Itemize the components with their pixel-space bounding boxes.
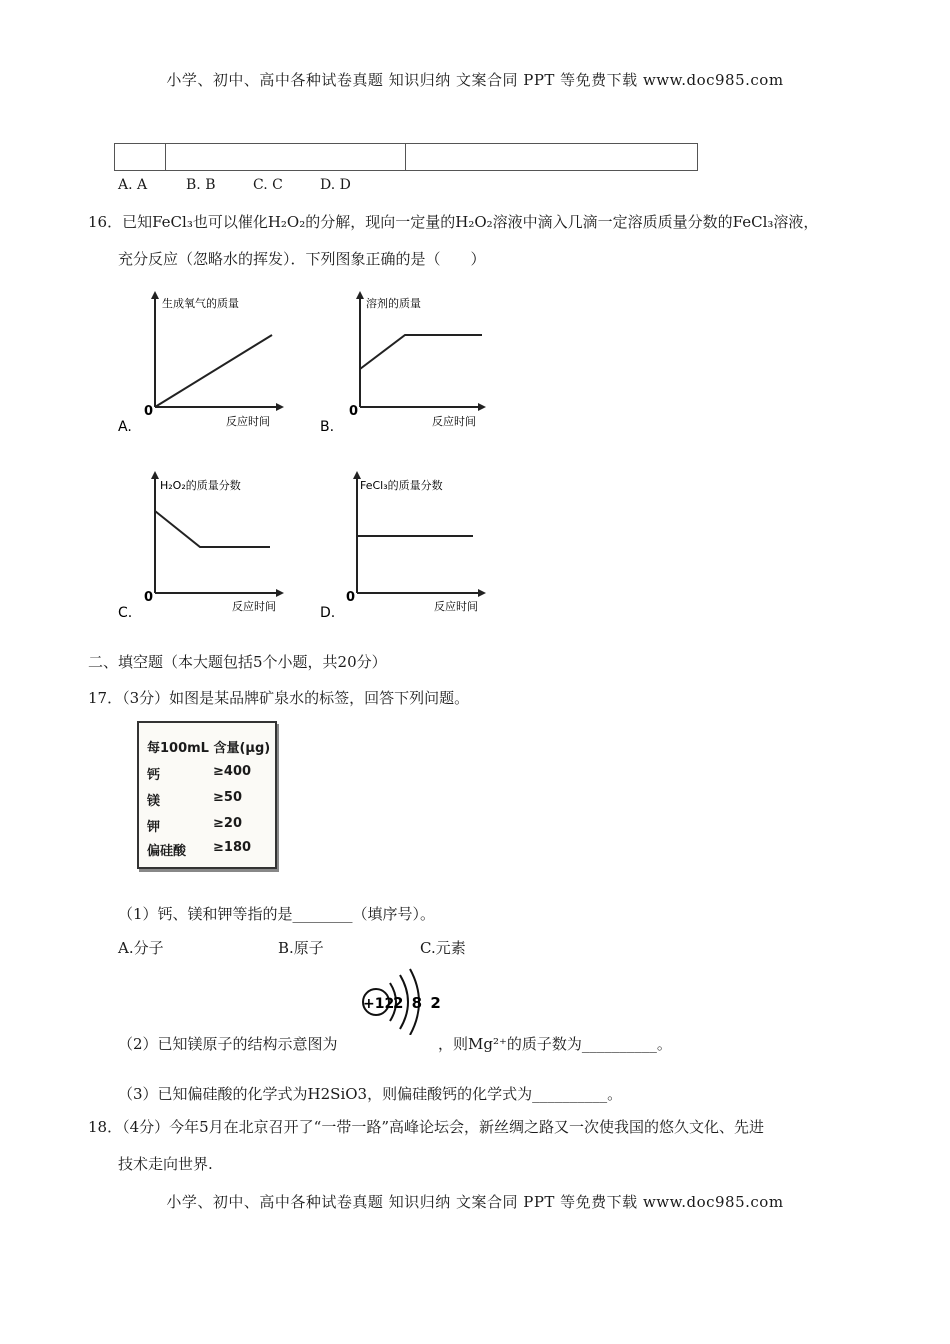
graph-d-plot [320,465,490,620]
q15-option-a: A. A [118,177,148,193]
graph-b-curve [360,335,482,369]
q17-sub1-option-b: B.原子 [278,939,324,957]
q16-stem-line2: 充分反应（忽略水的挥发）．下列图象正确的是（ ） [118,250,486,268]
graph-c-xlabel: 反应时间 [232,600,276,613]
label-row: 偏硅酸 ≥180 [147,840,252,859]
q17-sub1: （1）钙、镁和钾等指的是________（填序号）。 [118,905,436,923]
graph-b [320,285,490,435]
section-2-heading: 二、填空题（本大题包括5个小题，共20分） [88,653,387,671]
graph-a [118,285,288,435]
q17-sub2-start: （2）已知镁原子的结构示意图为 [118,1035,338,1053]
q18-stem-line1: 18．（4分）今年5月在北京召开了“一带一路”高峰论坛会，新丝绸之路又一次使我国的悠久文化、先进 [88,1118,765,1136]
q17-sub1-option-c: C.元素 [420,939,466,957]
graph-b-origin: 0 [349,404,359,419]
q17-stem: 17．（3分）如图是某品牌矿泉水的标签，回答下列问题。 [88,689,470,707]
mineral-water-label [137,721,277,869]
atom-electron-shells: 2 8 2 [393,994,440,1012]
page-header: 小学、初中、高中各种试卷真题 知识归纳 文案合同 PPT 等免费下载 www.doc985.com [166,71,784,89]
graph-d-xlabel: 反应时间 [434,600,478,613]
atom-structure-svg [360,965,440,1035]
q17-sub1-option-a: A.分子 [118,939,164,957]
graph-c-ylabel: H₂O₂的质量分数 [160,479,241,492]
graph-c-letter: C. [118,605,133,621]
atom-nucleus-charge: +12 [363,996,395,1012]
graph-b-letter: B. [320,419,335,435]
graph-a-curve [155,335,272,407]
graph-b-plot [320,285,490,435]
graph-d-letter: D. [320,605,336,621]
q17-sub2-end: ，则Mg²⁺的质子数为__________。 [438,1035,672,1053]
label-row: 钙 ≥400 [147,764,252,783]
label-row: 镁 ≥50 [147,790,242,809]
q18-stem-line2: 技术走向世界. [118,1155,213,1173]
label-row: 钾 ≥20 [147,816,242,835]
graph-d [320,465,490,620]
graph-b-ylabel: 溶剂的质量 [366,297,421,310]
q16-stem-line1: 16．已知FeCl₃也可以催化H₂O₂的分解，现向一定量的H₂O₂溶液中滴入几滴一定溶质质量分数的FeCl₃溶液， [88,213,819,231]
q15-option-b: B. B [186,177,216,193]
page-footer: 小学、初中、高中各种试卷真题 知识归纳 文案合同 PPT 等免费下载 www.doc985.com [166,1193,784,1211]
graph-b-xlabel: 反应时间 [432,415,476,428]
q17-sub3: （3）已知偏硅酸的化学式为H2SiO3，则偏硅酸钙的化学式为__________。 [118,1085,623,1103]
graph-a-origin: 0 [144,404,154,419]
graph-a-xlabel: 反应时间 [226,415,270,428]
q15-option-c: C. C [253,177,283,193]
q15-option-d: D. D [320,177,351,193]
label-header: 每100mL 含量(μg) [147,741,271,756]
magnesium-atom-diagram [360,965,440,1035]
graph-a-letter: A. [118,419,132,435]
graph-a-plot [118,285,288,435]
graph-c-curve [155,511,270,547]
graph-a-ylabel: 生成氧气的质量 [162,297,239,310]
graph-d-ylabel: FeCl₃的质量分数 [360,479,443,492]
graph-d-origin: 0 [346,590,356,605]
graph-c-origin: 0 [144,590,154,605]
answer-table-fragment [114,143,698,171]
graph-c [118,465,288,620]
graph-c-plot [118,465,288,620]
